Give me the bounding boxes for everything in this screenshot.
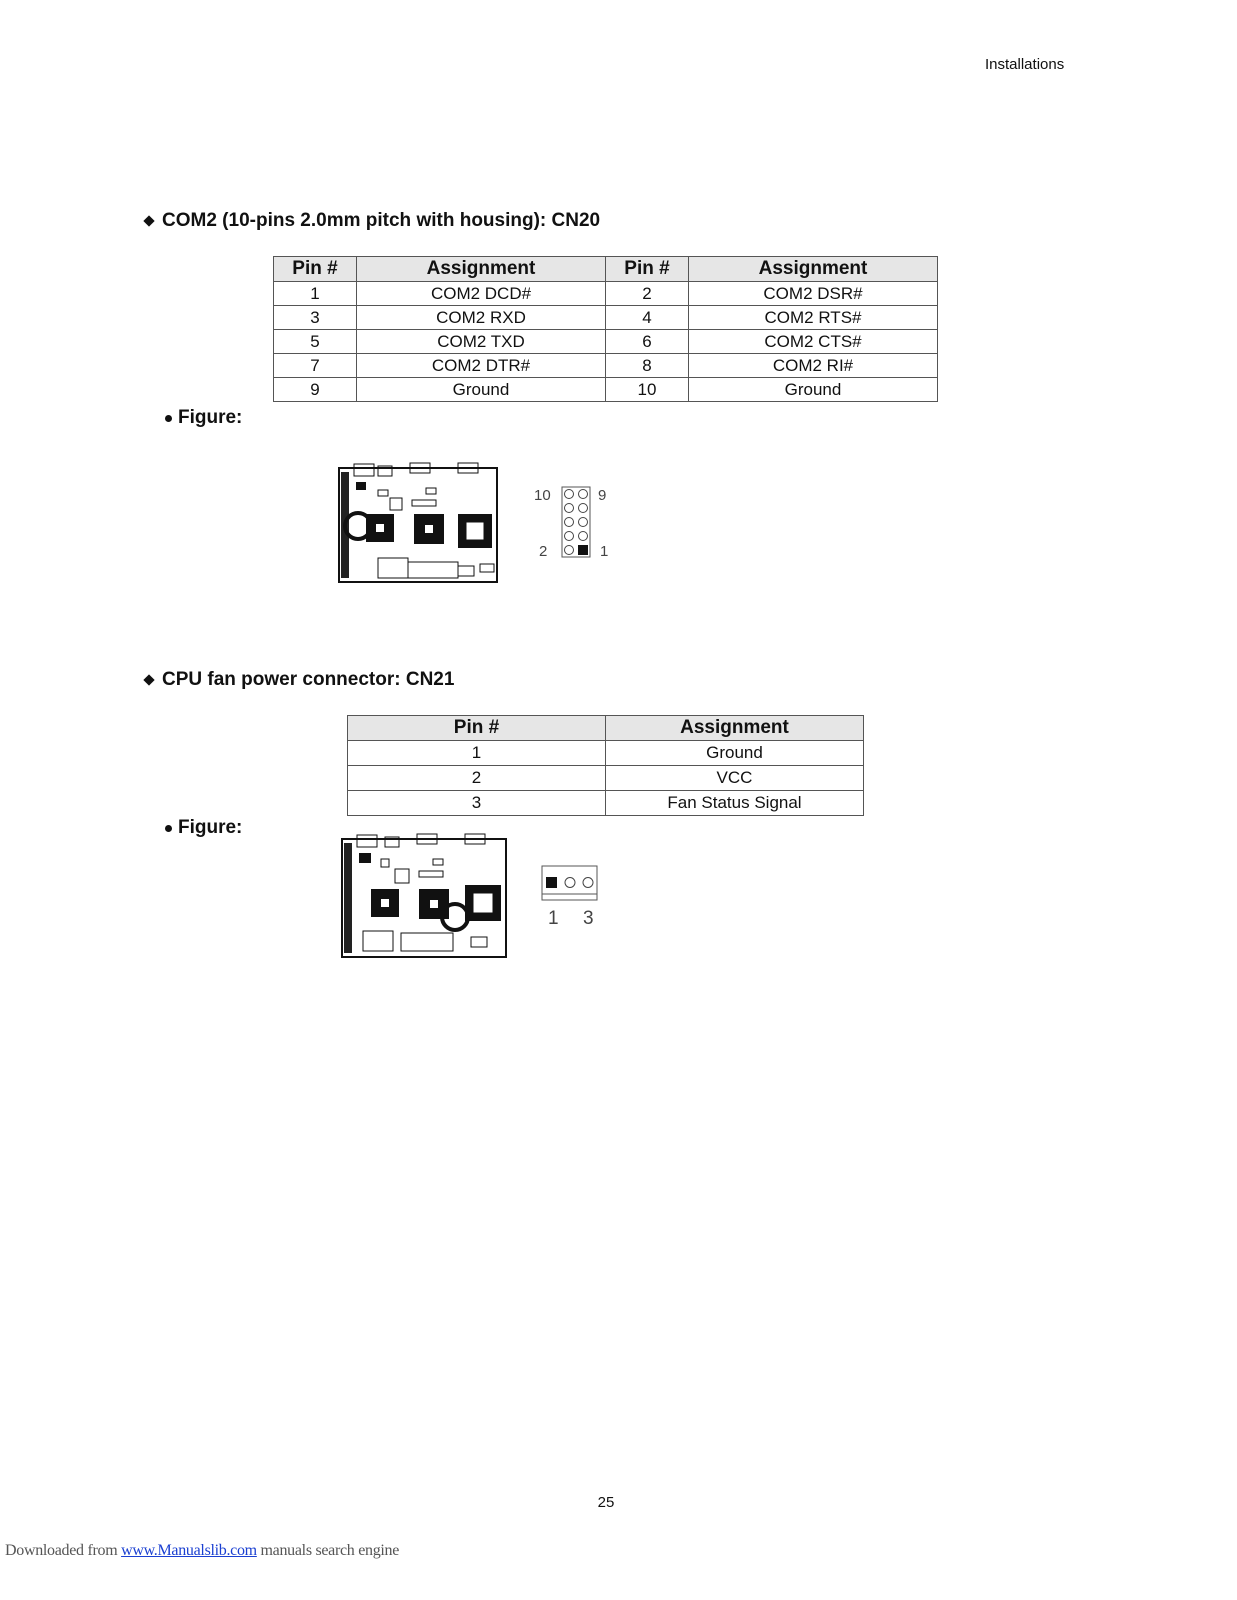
table-row bbox=[274, 354, 938, 378]
diamond-bullet-icon bbox=[143, 215, 154, 226]
cpufan-title-text: CPU fan power connector: CN21 bbox=[162, 669, 455, 690]
table-cell: 7 bbox=[274, 354, 357, 378]
table-cell: Fan Status Signal bbox=[606, 791, 864, 816]
com2-title-text: COM2 (10-pins 2.0mm pitch with housing): CN20 bbox=[162, 210, 601, 231]
pin-label: 1 bbox=[548, 908, 559, 929]
table-cell: COM2 RTS# bbox=[689, 306, 938, 330]
table-row bbox=[274, 282, 938, 306]
table-cell: 1 bbox=[274, 282, 357, 306]
table-cell: 4 bbox=[606, 306, 689, 330]
table-cell: 3 bbox=[348, 791, 606, 816]
table-header-row bbox=[348, 716, 864, 741]
table-row bbox=[348, 741, 864, 766]
board-layout-diagram-cpufan bbox=[341, 833, 509, 959]
com2-pin-header-diagram bbox=[530, 482, 616, 562]
column-header: Pin # bbox=[348, 716, 606, 741]
com2-pin-table bbox=[273, 256, 938, 402]
footer-suffix: manuals search engine bbox=[256, 1542, 400, 1559]
table-cell: 9 bbox=[274, 378, 357, 402]
table-cell: 6 bbox=[606, 330, 689, 354]
table-cell: COM2 DSR# bbox=[689, 282, 938, 306]
table-cell: COM2 TXD bbox=[357, 330, 606, 354]
download-footer bbox=[5, 1542, 399, 1560]
column-header: Pin # bbox=[274, 257, 357, 282]
table-cell: 1 bbox=[348, 741, 606, 766]
pin-label: 1 bbox=[600, 543, 609, 560]
table-cell: COM2 DCD# bbox=[357, 282, 606, 306]
diamond-bullet-icon bbox=[143, 674, 154, 685]
com2-section-title bbox=[145, 210, 600, 232]
table-header-row bbox=[274, 257, 938, 282]
dot-bullet-icon bbox=[165, 825, 172, 832]
column-header: Pin # bbox=[606, 257, 689, 282]
table-row bbox=[274, 306, 938, 330]
column-header: Assignment bbox=[357, 257, 606, 282]
table-row bbox=[348, 766, 864, 791]
footer-prefix: Downloaded from bbox=[5, 1542, 122, 1559]
dot-bullet-icon bbox=[165, 415, 172, 422]
table-row bbox=[274, 378, 938, 402]
running-header: Installations bbox=[985, 56, 1065, 73]
board-layout-diagram-com2 bbox=[338, 462, 500, 584]
table-cell: 8 bbox=[606, 354, 689, 378]
table-cell: COM2 RXD bbox=[357, 306, 606, 330]
table-cell: VCC bbox=[606, 766, 864, 791]
table-cell: COM2 RI# bbox=[689, 354, 938, 378]
table-cell: 2 bbox=[606, 282, 689, 306]
pin-label: 2 bbox=[539, 543, 548, 560]
cpufan-pin-header-diagram bbox=[540, 864, 602, 930]
com2-figure-label bbox=[165, 407, 242, 429]
cpufan-pin-table bbox=[347, 715, 864, 816]
table-cell: 5 bbox=[274, 330, 357, 354]
figure-label-text: Figure: bbox=[178, 817, 243, 838]
table-cell: 3 bbox=[274, 306, 357, 330]
table-row bbox=[348, 791, 864, 816]
manualslib-link[interactable]: www.Manualslib.com bbox=[121, 1542, 257, 1559]
table-cell: COM2 DTR# bbox=[357, 354, 606, 378]
table-cell: 2 bbox=[348, 766, 606, 791]
table-cell: Ground bbox=[357, 378, 606, 402]
pin-label: 9 bbox=[598, 487, 607, 504]
cpufan-figure-label bbox=[165, 817, 242, 839]
column-header: Assignment bbox=[606, 716, 864, 741]
figure-label-text: Figure: bbox=[178, 407, 243, 428]
table-cell: 10 bbox=[606, 378, 689, 402]
page-number: 25 bbox=[597, 1494, 615, 1511]
table-cell: Ground bbox=[689, 378, 938, 402]
pin-label: 3 bbox=[583, 908, 594, 929]
pin-label: 10 bbox=[534, 487, 551, 504]
table-cell: Ground bbox=[606, 741, 864, 766]
table-row bbox=[274, 330, 938, 354]
column-header: Assignment bbox=[689, 257, 938, 282]
cpufan-section-title bbox=[145, 669, 454, 691]
table-cell: COM2 CTS# bbox=[689, 330, 938, 354]
